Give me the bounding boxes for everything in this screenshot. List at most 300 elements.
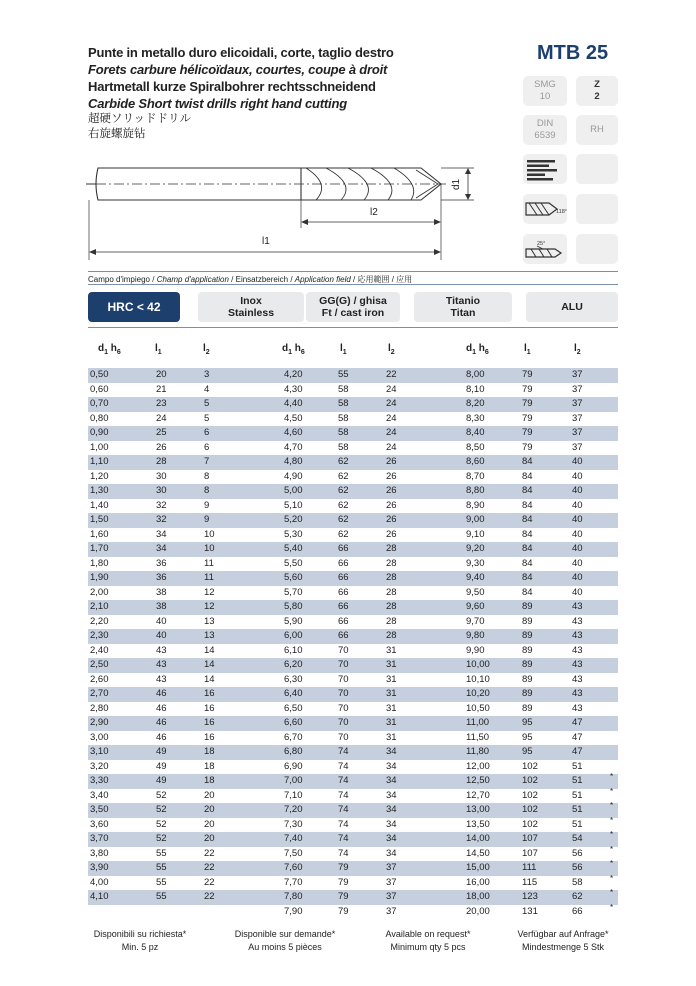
- divider-top: [88, 271, 618, 272]
- title-italian: Punte in metallo duro elicoidali, corte, taglio destro: [88, 45, 394, 60]
- table-cell: 6,00: [284, 630, 303, 641]
- table-cell: 9,00: [466, 514, 485, 525]
- table-cell: 62: [338, 514, 349, 525]
- table-row: [88, 702, 618, 717]
- table-cell: 13: [204, 615, 215, 627]
- table-cell: 11,00: [466, 717, 490, 728]
- on-request-marker: *: [610, 844, 614, 854]
- tab-hrc: [88, 292, 180, 322]
- table-cell: 79: [522, 383, 533, 395]
- table-cell: 24: [386, 412, 397, 424]
- table-cell: 43: [572, 688, 583, 699]
- table-cell: 7,10: [284, 789, 303, 801]
- table-cell: 79: [338, 905, 349, 917]
- table-row: [88, 426, 618, 441]
- table-cell: 40: [156, 615, 167, 627]
- table-cell: 14,50: [466, 847, 490, 859]
- title-german: Hartmetall kurze Spiralbohrer rechtsschneidend: [88, 79, 376, 94]
- table-cell: 26: [386, 456, 397, 467]
- table-cell: 1,10: [90, 456, 109, 467]
- table-cell: 70: [338, 688, 349, 699]
- table-cell: 46: [156, 731, 167, 743]
- table-cell: 1,50: [90, 514, 109, 525]
- table-row: [88, 629, 618, 644]
- table-row: [88, 644, 618, 659]
- tab-inox: [198, 292, 304, 322]
- table-cell: 89: [522, 601, 533, 612]
- tab-hrc-label: HRC < 42: [107, 300, 161, 314]
- table-cell: 6,70: [284, 731, 303, 743]
- table-cell: 62: [338, 456, 349, 467]
- table-cell: 49: [156, 775, 167, 786]
- table-cell: 34: [156, 528, 167, 540]
- table-cell: 2,10: [90, 601, 109, 612]
- tab-inox-label: Inox: [240, 295, 262, 307]
- table-cell: 3,90: [90, 862, 109, 873]
- table-cell: 16: [204, 688, 215, 699]
- on-request-marker: *: [610, 786, 614, 796]
- table-cell: 5,90: [284, 615, 303, 627]
- smg-value: 10: [539, 91, 551, 102]
- table-cell: 5: [204, 398, 210, 409]
- table-cell: 8,60: [466, 456, 485, 467]
- smg-label: SMG: [534, 79, 556, 90]
- table-cell: 1,30: [90, 485, 109, 496]
- table-cell: 62: [338, 470, 349, 482]
- table-cell: 79: [522, 441, 533, 453]
- table-cell: 22: [204, 876, 215, 888]
- table-cell: 0,80: [90, 412, 109, 424]
- table-cell: 31: [386, 702, 397, 714]
- table-cell: 43: [572, 601, 583, 612]
- table-cell: 37: [572, 412, 583, 424]
- table-cell: 55: [156, 876, 167, 888]
- table-cell: 49: [156, 746, 167, 757]
- empty-box-3: [576, 234, 618, 264]
- table-cell: 62: [338, 528, 349, 540]
- table-cell: 2,90: [90, 717, 109, 728]
- table-cell: 102: [522, 760, 538, 772]
- table-cell: 12: [204, 601, 215, 612]
- table-cell: 34: [386, 775, 397, 786]
- table-cell: 70: [338, 673, 349, 685]
- table-cell: 6,30: [284, 673, 303, 685]
- table-cell: 58: [338, 412, 349, 424]
- col-header-d1-h6-b: $d_1$ $h_6$: [282, 343, 305, 356]
- tab-alu-label: ALU: [561, 301, 583, 313]
- table-cell: 131: [522, 905, 538, 917]
- on-request-marker: *: [610, 815, 614, 825]
- on-request-marker: *: [610, 859, 614, 868]
- footer-italian: Disponibili su richiesta* Min. 5 pz: [93, 929, 187, 952]
- table-cell: 30: [156, 470, 167, 482]
- table-row: [88, 455, 618, 470]
- table-cell: 8,80: [466, 485, 485, 496]
- table-cell: 7,90: [284, 905, 303, 917]
- table-cell: 58: [338, 398, 349, 409]
- table-cell: 74: [338, 804, 349, 815]
- table-cell: 4,00: [90, 876, 109, 888]
- point-angle-icon: [523, 194, 567, 224]
- table-cell: 31: [386, 644, 397, 656]
- table-cell: 4,30: [284, 383, 303, 395]
- table-cell: 6: [204, 427, 210, 438]
- divider-field: [88, 284, 618, 285]
- table-cell: 43: [572, 702, 583, 714]
- footer-english: Available on request* Minimum qty 5 pcs: [385, 929, 471, 952]
- table-cell: 22: [204, 847, 215, 859]
- application-field-label: Campo d'impiego / Champ d'application / Einsatzbereich / Application field / 応用範囲 / 应用: [88, 275, 413, 284]
- table-cell: 5: [204, 412, 210, 424]
- table-cell: 23: [156, 398, 167, 409]
- field-it: Campo d'impiego: [88, 275, 151, 284]
- table-cell: 4: [204, 383, 210, 395]
- table-cell: 70: [338, 702, 349, 714]
- table-cell: 38: [156, 601, 167, 612]
- table-cell: 4,50: [284, 412, 303, 424]
- table-cell: 89: [522, 644, 533, 656]
- table-cell: 79: [338, 876, 349, 888]
- col-header-l1-c: $l_1$: [524, 343, 531, 356]
- table-row: [88, 571, 618, 586]
- table-cell: 8,50: [466, 441, 485, 453]
- table-cell: 47: [572, 746, 583, 757]
- title-english: Carbide Short twist drills right hand cutting: [88, 96, 347, 111]
- col-header-l2-a: $l_2$: [203, 343, 210, 356]
- field-fr: Champ d'application: [156, 275, 229, 284]
- table-cell: 21: [156, 383, 167, 395]
- table-cell: 20: [204, 789, 215, 801]
- table-cell: 28: [386, 543, 397, 554]
- table-row: [88, 760, 618, 775]
- table-cell: 43: [572, 644, 583, 656]
- table-cell: 40: [572, 514, 583, 525]
- table-cell: 5,40: [284, 543, 303, 554]
- table-cell: 37: [386, 876, 397, 888]
- table-cell: 28: [386, 586, 397, 598]
- table-cell: 0,50: [90, 369, 109, 380]
- table-cell: 5,10: [284, 499, 303, 511]
- table-cell: 107: [522, 847, 538, 859]
- table-cell: 56: [572, 862, 583, 873]
- table-cell: 4,80: [284, 456, 303, 467]
- drill-drawing: [86, 160, 496, 260]
- table-cell: 5,60: [284, 572, 303, 583]
- table-cell: 1,40: [90, 499, 109, 511]
- table-cell: 51: [572, 818, 583, 830]
- table-cell: 1,90: [90, 572, 109, 583]
- table-cell: 34: [156, 543, 167, 554]
- table-cell: 74: [338, 746, 349, 757]
- table-cell: 6,50: [284, 702, 303, 714]
- table-cell: 4,20: [284, 369, 303, 380]
- table-cell: 74: [338, 789, 349, 801]
- table-cell: 10,50: [466, 702, 490, 714]
- product-code: MTB 25: [537, 42, 609, 64]
- table-cell: 43: [572, 673, 583, 685]
- table-cell: 11,50: [466, 731, 490, 743]
- table-cell: 40: [572, 528, 583, 540]
- table-cell: 8: [204, 485, 210, 496]
- table-cell: 2,20: [90, 615, 109, 627]
- table-cell: 79: [522, 412, 533, 424]
- table-cell: 34: [386, 847, 397, 859]
- col-header-l2-b: $l_2$: [388, 343, 395, 356]
- table-row: [88, 890, 618, 905]
- table-cell: 66: [572, 905, 583, 917]
- table-cell: 31: [386, 659, 397, 670]
- table-cell: 46: [156, 688, 167, 699]
- footer-french: Disponible sur demande* Au moins 5 pièces: [234, 929, 336, 952]
- table-row: [88, 774, 618, 789]
- table-cell: 55: [156, 847, 167, 859]
- table-cell: 2,80: [90, 702, 109, 714]
- table-cell: 20: [204, 833, 215, 844]
- table-cell: 49: [156, 760, 167, 772]
- table-cell: 28: [386, 630, 397, 641]
- table-cell: 12,50: [466, 775, 490, 786]
- table-row: [88, 745, 618, 760]
- table-cell: 10,00: [466, 659, 490, 670]
- table-cell: 6: [204, 441, 210, 453]
- table-cell: 0,70: [90, 398, 109, 409]
- divider-tabs: [88, 327, 618, 328]
- table-cell: 107: [522, 833, 538, 844]
- table-cell: 8,90: [466, 499, 485, 511]
- table-row: [88, 557, 618, 572]
- table-cell: 40: [572, 499, 583, 511]
- flutes-label: Z: [594, 79, 600, 90]
- table-row: [88, 615, 618, 630]
- table-cell: 84: [522, 470, 533, 482]
- tab-inox-sublabel: Stainless: [227, 307, 275, 319]
- table-cell: 3,70: [90, 833, 109, 844]
- table-cell: 54: [572, 833, 583, 844]
- din-label: DIN: [536, 118, 554, 129]
- table-cell: 70: [338, 659, 349, 670]
- table-row: [88, 873, 618, 891]
- table-cell: 123: [522, 891, 538, 902]
- table-cell: 84: [522, 586, 533, 598]
- on-request-marker: *: [610, 873, 614, 883]
- table-cell: 52: [156, 833, 167, 844]
- table-row: [88, 815, 618, 833]
- table-cell: 40: [572, 456, 583, 467]
- table-cell: 74: [338, 775, 349, 786]
- table-cell: 43: [156, 673, 167, 685]
- table-cell: 2,30: [90, 630, 109, 641]
- table-row: [88, 542, 618, 557]
- table-cell: 7,50: [284, 847, 303, 859]
- table-cell: 16: [204, 731, 215, 743]
- table-cell: 4,90: [284, 470, 303, 482]
- table-cell: 2,40: [90, 644, 109, 656]
- on-request-marker: *: [610, 830, 614, 839]
- table-row: [88, 528, 618, 543]
- table-cell: 74: [338, 818, 349, 830]
- table-cell: 2,00: [90, 586, 109, 598]
- table-row: [88, 586, 618, 601]
- table-cell: 43: [156, 644, 167, 656]
- table-cell: 37: [386, 905, 397, 917]
- table-cell: 37: [386, 891, 397, 902]
- helix-angle-icon: [523, 234, 567, 264]
- table-cell: 38: [156, 586, 167, 598]
- table-cell: 40: [572, 485, 583, 496]
- table-cell: 26: [386, 485, 397, 496]
- table-cell: 84: [522, 514, 533, 525]
- tab-cast-iron-sublabel: Ft / cast iron: [321, 307, 385, 319]
- din-value: 6539: [534, 130, 556, 141]
- table-cell: 9,10: [466, 528, 485, 540]
- table-cell: 16: [204, 702, 215, 714]
- table-cell: 13: [204, 630, 215, 641]
- table-cell: 66: [338, 572, 349, 583]
- title-chinese: 右旋螺旋钻: [88, 128, 146, 140]
- table-cell: 40: [572, 586, 583, 598]
- table-cell: 16: [204, 717, 215, 728]
- table-cell: 66: [338, 543, 349, 554]
- table-row: [88, 832, 618, 847]
- din-box: [523, 115, 567, 145]
- table-cell: 31: [386, 688, 397, 699]
- table-cell: 79: [522, 369, 533, 380]
- table-cell: 52: [156, 789, 167, 801]
- tab-cast-iron: [306, 292, 400, 322]
- table-cell: 58: [338, 427, 349, 438]
- table-cell: 89: [522, 630, 533, 641]
- table-row: [88, 844, 618, 862]
- table-cell: 9,50: [466, 586, 485, 598]
- table-cell: 26: [386, 528, 397, 540]
- table-row: [88, 412, 618, 427]
- tab-alu: [526, 292, 618, 322]
- table-cell: 34: [386, 760, 397, 772]
- table-cell: 18: [204, 746, 215, 757]
- helix-angle-box: [523, 234, 567, 264]
- table-cell: 9: [204, 499, 210, 511]
- table-cell: 89: [522, 659, 533, 670]
- table-cell: 18: [204, 760, 215, 772]
- on-request-marker: *: [610, 902, 614, 912]
- table-cell: 74: [338, 760, 349, 772]
- table-cell: 10: [204, 528, 215, 540]
- table-cell: 102: [522, 818, 538, 830]
- col-header-d1-h6-c: $d_1$ $h_6$: [466, 343, 489, 356]
- table-cell: 11: [204, 572, 214, 583]
- table-cell: 79: [522, 398, 533, 409]
- table-cell: 40: [572, 543, 583, 554]
- table-cell: 20: [156, 369, 167, 380]
- table-cell: 6,90: [284, 760, 303, 772]
- table-cell: 24: [156, 412, 167, 424]
- table-cell: 5,50: [284, 557, 303, 569]
- table-cell: 10,20: [466, 688, 490, 699]
- table-row: [88, 658, 618, 673]
- table-cell: 40: [572, 557, 583, 569]
- table-cell: 9,40: [466, 572, 485, 583]
- table-cell: 79: [522, 427, 533, 438]
- table-cell: 0,90: [90, 427, 109, 438]
- table-cell: 1,80: [90, 557, 109, 569]
- table-cell: 7,20: [284, 804, 303, 815]
- table-cell: 9,80: [466, 630, 485, 641]
- table-cell: 7,70: [284, 876, 303, 888]
- table-cell: 36: [156, 557, 167, 569]
- table-cell: 34: [386, 789, 397, 801]
- table-cell: 6,20: [284, 659, 303, 670]
- table-cell: 84: [522, 543, 533, 554]
- table-cell: 5,30: [284, 528, 303, 540]
- table-cell: 16,00: [466, 876, 490, 888]
- table-cell: 30: [156, 485, 167, 496]
- table-cell: 34: [386, 833, 397, 844]
- table-cell: 3,80: [90, 847, 109, 859]
- table-row: [88, 803, 618, 818]
- rh-box: [576, 115, 618, 145]
- table-cell: 111: [522, 862, 537, 873]
- table-cell: 22: [386, 369, 397, 380]
- table-cell: 3,20: [90, 760, 109, 772]
- table-cell: 8,20: [466, 398, 485, 409]
- table-cell: 10: [204, 543, 215, 554]
- table-cell: 70: [338, 644, 349, 656]
- table-row: [88, 861, 618, 876]
- table-cell: 40: [572, 470, 583, 482]
- table-cell: 7,60: [284, 862, 303, 873]
- table-cell: 89: [522, 673, 533, 685]
- table-cell: 84: [522, 557, 533, 569]
- table-cell: 5,80: [284, 601, 303, 612]
- table-cell: 4,40: [284, 398, 303, 409]
- table-cell: 13,50: [466, 818, 490, 830]
- table-cell: 1,70: [90, 543, 109, 554]
- d1-label: d1: [451, 178, 462, 190]
- table-row: [88, 499, 618, 514]
- table-cell: 28: [386, 557, 397, 569]
- field-en: Application field: [294, 275, 351, 284]
- table-row: [88, 902, 618, 920]
- table-cell: 8,70: [466, 470, 485, 482]
- table-cell: 7,30: [284, 818, 303, 830]
- table-cell: 22: [204, 891, 215, 902]
- table-cell: 6,80: [284, 746, 303, 757]
- table-cell: 6,40: [284, 688, 303, 699]
- table-cell: 14: [204, 673, 215, 685]
- l1-label: l1: [262, 236, 270, 247]
- table-cell: 7,00: [284, 775, 303, 786]
- point-angle-box: [523, 194, 567, 224]
- table-row: [88, 397, 618, 412]
- table-cell: 84: [522, 572, 533, 583]
- field-de: Einsatzbereich: [235, 275, 289, 284]
- tab-titanium-label: Titanio: [445, 295, 481, 307]
- table-cell: 46: [156, 717, 167, 728]
- table-row: [88, 687, 618, 702]
- table-row: [88, 484, 618, 499]
- table-cell: 47: [572, 717, 583, 728]
- table-cell: 34: [386, 804, 397, 815]
- table-cell: 58: [572, 876, 583, 888]
- table-cell: 52: [156, 818, 167, 830]
- table-cell: 6,10: [284, 644, 303, 656]
- tolerance-icon-box: [523, 154, 567, 184]
- table-cell: 15,00: [466, 862, 490, 873]
- table-cell: 95: [522, 746, 533, 757]
- table-cell: 40: [572, 572, 583, 583]
- table-cell: 62: [338, 485, 349, 496]
- table-cell: 12,70: [466, 789, 490, 801]
